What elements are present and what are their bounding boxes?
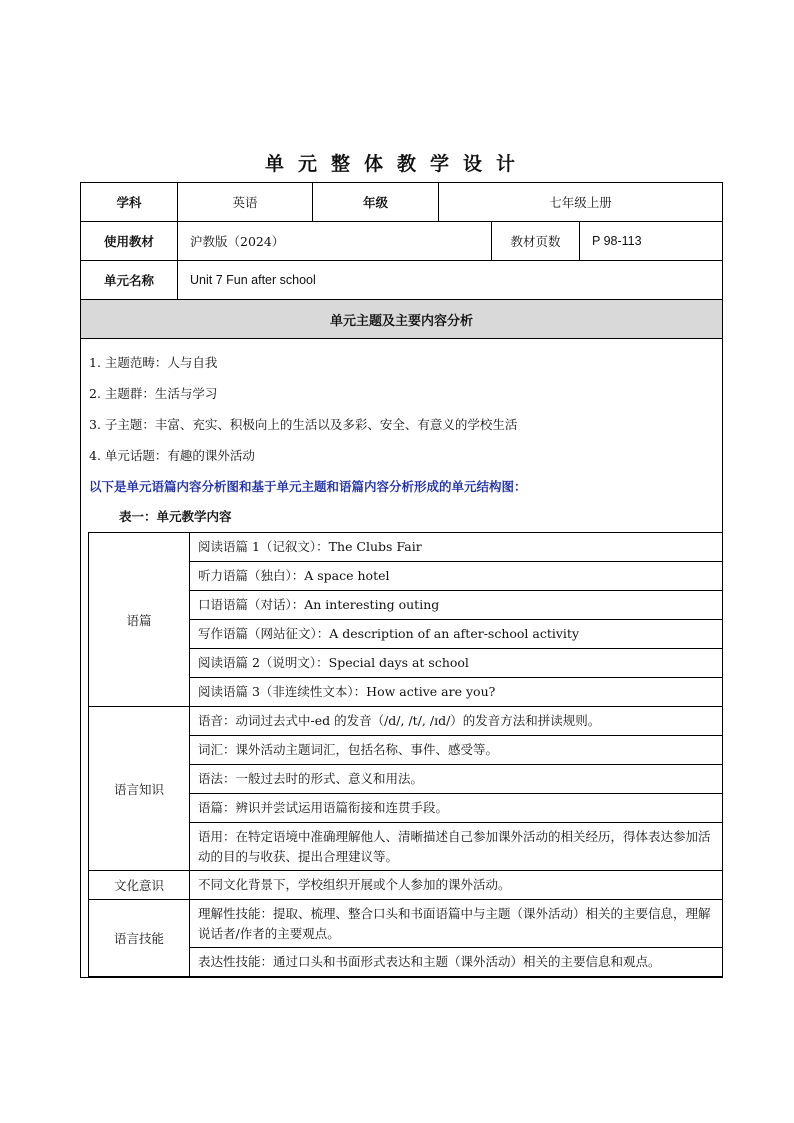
text-item: 阅读语篇 3（非连续性文本）：How active are you? bbox=[190, 678, 723, 707]
section-heading: 单元主题及主要内容分析 bbox=[81, 300, 723, 339]
theme-point: 4. 单元话题：有趣的课外活动 bbox=[89, 448, 255, 463]
culture-label: 文化意识 bbox=[89, 871, 190, 900]
unit-design-table bbox=[80, 182, 723, 978]
knowledge-item: 词汇：课外活动主题词汇，包括名称、事件、感受等。 bbox=[190, 736, 723, 765]
analysis-note: 以下是单元语篇内容分析图和基于单元主题和语篇内容分析形成的单元结构图： bbox=[89, 479, 527, 494]
knowledge-item: 语音：动词过去式中-ed 的发音（/d/, /t/, /ɪd/）的发音方法和拼读规则。 bbox=[190, 707, 723, 736]
theme-point: 1. 主题范畴：人与自我 bbox=[89, 355, 218, 370]
section-body bbox=[81, 339, 723, 978]
skills-label: 语言技能 bbox=[89, 900, 190, 977]
text-item: 阅读语篇 2（说明文）：Special days at school bbox=[190, 649, 723, 678]
textbook-label: 使用教材 bbox=[81, 222, 178, 261]
text-item: 口语语篇（对话）：An interesting outing bbox=[190, 591, 723, 620]
grade-value: 七年级上册 bbox=[439, 183, 723, 222]
theme-point: 2. 主题群：生活与学习 bbox=[89, 386, 218, 401]
subject-value: 英语 bbox=[178, 183, 313, 222]
content-table bbox=[88, 532, 723, 977]
document-title: 单元整体教学设计 bbox=[264, 153, 529, 175]
knowledge-label: 语言知识 bbox=[89, 707, 190, 871]
pages-label: 教材页数 bbox=[492, 222, 580, 261]
knowledge-item: 语用：在特定语境中准确理解他人、清晰描述自己参加课外活动的相关经历，得体表达参加活动的目的与收获、提出合理建议等。 bbox=[190, 823, 723, 871]
pages-value: P 98-113 bbox=[580, 222, 723, 261]
text-item: 阅读语篇 1（记叙文）：The Clubs Fair bbox=[190, 533, 723, 562]
content-table-title: 表一：单元教学内容 bbox=[119, 509, 232, 524]
unit-label: 单元名称 bbox=[81, 261, 178, 300]
theme-point: 3. 子主题：丰富、充实、积极向上的生活以及多彩、安全、有意义的学校生活 bbox=[89, 417, 518, 432]
unit-value: Unit 7 Fun after school bbox=[178, 261, 723, 300]
knowledge-item: 语篇：辨识并尝试运用语篇衔接和连贯手段。 bbox=[190, 794, 723, 823]
skills-item: 表达性技能：通过口头和书面形式表达和主题（课外活动）相关的主要信息和观点。 bbox=[190, 948, 723, 977]
texts-label: 语篇 bbox=[89, 533, 190, 707]
text-item: 写作语篇（网站征文）：A description of an after-school activity bbox=[190, 620, 723, 649]
grade-label: 年级 bbox=[313, 183, 439, 222]
subject-label: 学科 bbox=[81, 183, 178, 222]
textbook-value: 沪教版（2024） bbox=[178, 222, 492, 261]
text-item: 听力语篇（独白）：A space hotel bbox=[190, 562, 723, 591]
skills-item: 理解性技能：提取、梳理、整合口头和书面语篇中与主题（课外活动）相关的主要信息，理解说话者/作者的主要观点。 bbox=[190, 900, 723, 948]
knowledge-item: 语法：一般过去时的形式、意义和用法。 bbox=[190, 765, 723, 794]
culture-item: 不同文化背景下，学校组织开展或个人参加的课外活动。 bbox=[190, 871, 723, 900]
